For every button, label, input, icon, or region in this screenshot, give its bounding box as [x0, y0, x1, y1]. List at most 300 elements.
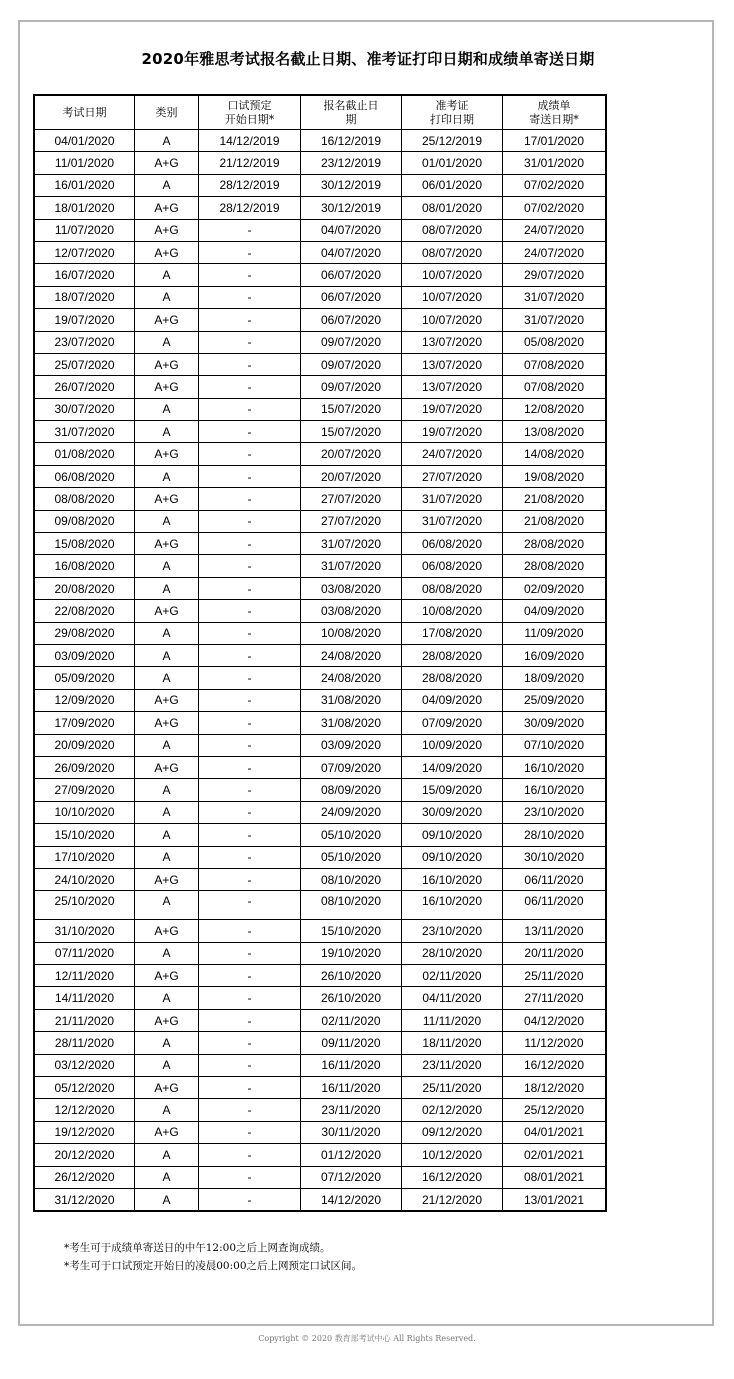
document-title: 2020年雅思考试报名截止日期、准考证打印日期和成绩单寄送日期: [141, 50, 595, 68]
table-row: [34, 1009, 606, 1031]
cell-score-report-date: 28/08/2020: [503, 533, 607, 555]
cell-registration-deadline: 06/07/2020: [301, 264, 402, 286]
cell-score-report-date: 07/02/2020: [503, 197, 607, 219]
cell-category: A: [135, 510, 199, 532]
table-row: [34, 130, 606, 152]
cell-speaking-booking-start: -: [199, 376, 301, 398]
cell-category: A: [135, 1099, 199, 1121]
cell-speaking-booking-start: -: [199, 219, 301, 241]
cell-category: A: [135, 734, 199, 756]
header-exam-date: [34, 95, 135, 130]
cell-speaking-booking-start: -: [199, 353, 301, 375]
cell-exam-date: 15/08/2020: [34, 533, 135, 555]
cell-category: A+G: [135, 712, 199, 734]
cell-registration-deadline: 24/08/2020: [301, 644, 402, 666]
table-row: [34, 1077, 606, 1099]
cell-score-report-date: 28/08/2020: [503, 555, 607, 577]
cell-admission-print-date: 09/10/2020: [402, 846, 503, 868]
cell-score-report-date: 31/07/2020: [503, 309, 607, 331]
table-header-row: [34, 95, 606, 130]
cell-speaking-booking-start: 28/12/2019: [199, 174, 301, 196]
cell-exam-date: 22/08/2020: [34, 600, 135, 622]
table-row: [34, 510, 606, 532]
cell-registration-deadline: 30/12/2019: [301, 197, 402, 219]
cell-category: A+G: [135, 353, 199, 375]
cell-score-report-date: 02/01/2021: [503, 1144, 607, 1166]
cell-exam-date: 12/09/2020: [34, 689, 135, 711]
cell-exam-date: 08/08/2020: [34, 488, 135, 510]
cell-registration-deadline: 07/09/2020: [301, 756, 402, 778]
cell-registration-deadline: 09/11/2020: [301, 1032, 402, 1054]
cell-score-report-date: 12/08/2020: [503, 398, 607, 420]
cell-score-report-date: 20/11/2020: [503, 942, 607, 964]
cell-speaking-booking-start: -: [199, 465, 301, 487]
cell-admission-print-date: 28/10/2020: [402, 942, 503, 964]
header-line: 打印日期: [430, 112, 474, 126]
cell-registration-deadline: 19/10/2020: [301, 942, 402, 964]
cell-category: A: [135, 1188, 199, 1211]
table-row: [34, 801, 606, 823]
cell-category: A+G: [135, 920, 199, 942]
table-row: [34, 398, 606, 420]
cell-exam-date: 31/12/2020: [34, 1188, 135, 1211]
cell-speaking-booking-start: -: [199, 577, 301, 599]
table-row: [34, 241, 606, 263]
cell-exam-date: 23/07/2020: [34, 331, 135, 353]
cell-admission-print-date: 31/07/2020: [402, 510, 503, 532]
table-row: [34, 942, 606, 964]
cell-category: A+G: [135, 533, 199, 555]
cell-exam-date: 11/07/2020: [34, 219, 135, 241]
cell-admission-print-date: 30/09/2020: [402, 801, 503, 823]
cell-admission-print-date: 10/07/2020: [402, 309, 503, 331]
cell-score-report-date: 24/07/2020: [503, 241, 607, 263]
cell-score-report-date: 19/08/2020: [503, 465, 607, 487]
table-body: [34, 130, 606, 1212]
cell-category: A+G: [135, 756, 199, 778]
cell-score-report-date: 31/01/2020: [503, 152, 607, 174]
cell-registration-deadline: 24/08/2020: [301, 667, 402, 689]
table-row: [34, 712, 606, 734]
cell-admission-print-date: 06/08/2020: [402, 555, 503, 577]
cell-admission-print-date: 21/12/2020: [402, 1188, 503, 1211]
header-line: 寄送日期*: [529, 112, 579, 126]
cell-score-report-date: 07/08/2020: [503, 353, 607, 375]
cell-exam-date: 11/01/2020: [34, 152, 135, 174]
cell-score-report-date: 06/11/2020: [503, 868, 607, 890]
cell-registration-deadline: 30/11/2020: [301, 1121, 402, 1143]
cell-registration-deadline: 04/07/2020: [301, 241, 402, 263]
header-line: 开始日期*: [224, 112, 275, 126]
cell-category: A: [135, 667, 199, 689]
cell-admission-print-date: 08/07/2020: [402, 241, 503, 263]
cell-registration-deadline: 05/10/2020: [301, 824, 402, 846]
header-category: [135, 95, 199, 130]
table-row: [34, 577, 606, 599]
table-row: [34, 987, 606, 1009]
cell-score-report-date: 18/12/2020: [503, 1077, 607, 1099]
table-row: [34, 756, 606, 778]
cell-speaking-booking-start: -: [199, 756, 301, 778]
cell-category: A: [135, 130, 199, 152]
table-row: [34, 1166, 606, 1188]
cell-registration-deadline: 08/10/2020: [301, 891, 402, 920]
cell-category: A: [135, 465, 199, 487]
cell-exam-date: 12/07/2020: [34, 241, 135, 263]
cell-speaking-booking-start: -: [199, 987, 301, 1009]
copyright-notice: Copyright © 2020 教育部考试中心 All Rights Reserved.: [258, 1334, 476, 1343]
cell-admission-print-date: 08/01/2020: [402, 197, 503, 219]
cell-speaking-booking-start: -: [199, 891, 301, 920]
cell-speaking-booking-start: -: [199, 309, 301, 331]
cell-exam-date: 29/08/2020: [34, 622, 135, 644]
header-admission-print-date: [402, 95, 503, 130]
cell-exam-date: 06/08/2020: [34, 465, 135, 487]
cell-category: A+G: [135, 1121, 199, 1143]
cell-exam-date: 15/10/2020: [34, 824, 135, 846]
cell-score-report-date: 21/08/2020: [503, 510, 607, 532]
cell-score-report-date: 31/07/2020: [503, 286, 607, 308]
header-line: 成绩单: [537, 98, 571, 112]
cell-category: A: [135, 846, 199, 868]
table-row: [34, 1144, 606, 1166]
cell-exam-date: 03/12/2020: [34, 1054, 135, 1076]
cell-registration-deadline: 01/12/2020: [301, 1144, 402, 1166]
cell-score-report-date: 21/08/2020: [503, 488, 607, 510]
cell-category: A+G: [135, 1009, 199, 1031]
header-line: 口试预定: [227, 98, 272, 112]
cell-exam-date: 17/09/2020: [34, 712, 135, 734]
cell-speaking-booking-start: -: [199, 510, 301, 532]
cell-score-report-date: 29/07/2020: [503, 264, 607, 286]
table-row: [34, 331, 606, 353]
cell-registration-deadline: 30/12/2019: [301, 174, 402, 196]
cell-admission-print-date: 23/10/2020: [402, 920, 503, 942]
cell-admission-print-date: 17/08/2020: [402, 622, 503, 644]
cell-admission-print-date: 06/01/2020: [402, 174, 503, 196]
cell-exam-date: 26/07/2020: [34, 376, 135, 398]
cell-admission-print-date: 04/09/2020: [402, 689, 503, 711]
cell-registration-deadline: 16/12/2019: [301, 130, 402, 152]
cell-registration-deadline: 14/12/2020: [301, 1188, 402, 1211]
cell-speaking-booking-start: -: [199, 488, 301, 510]
cell-exam-date: 18/01/2020: [34, 197, 135, 219]
cell-admission-print-date: 16/10/2020: [402, 868, 503, 890]
table-row: [34, 868, 606, 890]
cell-speaking-booking-start: -: [199, 868, 301, 890]
cell-admission-print-date: 11/11/2020: [402, 1009, 503, 1031]
header-score-report-date: [503, 95, 607, 130]
cell-speaking-booking-start: -: [199, 1032, 301, 1054]
cell-category: A+G: [135, 197, 199, 219]
cell-score-report-date: 13/01/2021: [503, 1188, 607, 1211]
cell-speaking-booking-start: -: [199, 779, 301, 801]
cell-exam-date: 31/10/2020: [34, 920, 135, 942]
cell-speaking-booking-start: -: [199, 555, 301, 577]
cell-registration-deadline: 16/11/2020: [301, 1054, 402, 1076]
table-row: [34, 734, 606, 756]
cell-exam-date: 16/01/2020: [34, 174, 135, 196]
cell-speaking-booking-start: -: [199, 1054, 301, 1076]
header-speaking-booking-start: [199, 95, 301, 130]
cell-speaking-booking-start: -: [199, 712, 301, 734]
cell-category: A: [135, 1166, 199, 1188]
cell-admission-print-date: 10/07/2020: [402, 286, 503, 308]
cell-admission-print-date: 23/11/2020: [402, 1054, 503, 1076]
cell-category: A: [135, 1054, 199, 1076]
cell-exam-date: 20/08/2020: [34, 577, 135, 599]
cell-speaking-booking-start: -: [199, 846, 301, 868]
cell-speaking-booking-start: -: [199, 421, 301, 443]
cell-speaking-booking-start: -: [199, 1121, 301, 1143]
table-row: [34, 376, 606, 398]
cell-exam-date: 27/09/2020: [34, 779, 135, 801]
cell-admission-print-date: 19/07/2020: [402, 398, 503, 420]
table-row: [34, 600, 606, 622]
table-row: [34, 152, 606, 174]
cell-exam-date: 09/08/2020: [34, 510, 135, 532]
cell-score-report-date: 23/10/2020: [503, 801, 607, 823]
cell-registration-deadline: 09/07/2020: [301, 353, 402, 375]
cell-speaking-booking-start: -: [199, 1144, 301, 1166]
table-row: [34, 846, 606, 868]
cell-category: A: [135, 801, 199, 823]
document-frame: [18, 20, 714, 1326]
cell-speaking-booking-start: -: [199, 1077, 301, 1099]
cell-admission-print-date: 16/10/2020: [402, 891, 503, 920]
cell-registration-deadline: 23/12/2019: [301, 152, 402, 174]
cell-admission-print-date: 24/07/2020: [402, 443, 503, 465]
table-row: [34, 353, 606, 375]
cell-exam-date: 07/11/2020: [34, 942, 135, 964]
cell-category: A+G: [135, 868, 199, 890]
cell-score-report-date: 27/11/2020: [503, 987, 607, 1009]
cell-exam-date: 12/12/2020: [34, 1099, 135, 1121]
cell-score-report-date: 04/12/2020: [503, 1009, 607, 1031]
cell-category: A: [135, 942, 199, 964]
cell-admission-print-date: 09/10/2020: [402, 824, 503, 846]
cell-score-report-date: 07/08/2020: [503, 376, 607, 398]
table-row: [34, 644, 606, 666]
cell-exam-date: 14/11/2020: [34, 987, 135, 1009]
cell-score-report-date: 08/01/2021: [503, 1166, 607, 1188]
cell-speaking-booking-start: -: [199, 824, 301, 846]
cell-registration-deadline: 23/11/2020: [301, 1099, 402, 1121]
cell-registration-deadline: 10/08/2020: [301, 622, 402, 644]
cell-admission-print-date: 07/09/2020: [402, 712, 503, 734]
cell-category: A: [135, 622, 199, 644]
cell-category: A: [135, 286, 199, 308]
cell-category: A+G: [135, 219, 199, 241]
cell-exam-date: 19/12/2020: [34, 1121, 135, 1143]
table-row: [34, 197, 606, 219]
cell-speaking-booking-start: -: [199, 600, 301, 622]
cell-registration-deadline: 15/07/2020: [301, 398, 402, 420]
cell-admission-print-date: 14/09/2020: [402, 756, 503, 778]
cell-registration-deadline: 08/09/2020: [301, 779, 402, 801]
cell-speaking-booking-start: 21/12/2019: [199, 152, 301, 174]
cell-exam-date: 05/12/2020: [34, 1077, 135, 1099]
cell-score-report-date: 06/11/2020: [503, 891, 607, 920]
cell-speaking-booking-start: -: [199, 622, 301, 644]
table-row: [34, 1099, 606, 1121]
cell-exam-date: 25/07/2020: [34, 353, 135, 375]
cell-category: A: [135, 555, 199, 577]
cell-admission-print-date: 08/07/2020: [402, 219, 503, 241]
cell-admission-print-date: 06/08/2020: [402, 533, 503, 555]
cell-category: A: [135, 987, 199, 1009]
cell-category: A+G: [135, 488, 199, 510]
cell-registration-deadline: 16/11/2020: [301, 1077, 402, 1099]
cell-speaking-booking-start: -: [199, 1099, 301, 1121]
cell-score-report-date: 11/12/2020: [503, 1032, 607, 1054]
cell-registration-deadline: 26/10/2020: [301, 965, 402, 987]
cell-speaking-booking-start: -: [199, 644, 301, 666]
cell-admission-print-date: 10/08/2020: [402, 600, 503, 622]
cell-exam-date: 04/01/2020: [34, 130, 135, 152]
cell-registration-deadline: 02/11/2020: [301, 1009, 402, 1031]
table-row: [34, 824, 606, 846]
table-row: [34, 309, 606, 331]
cell-admission-print-date: 13/07/2020: [402, 376, 503, 398]
cell-exam-date: 25/10/2020: [34, 891, 135, 920]
cell-category: A: [135, 644, 199, 666]
cell-registration-deadline: 31/07/2020: [301, 533, 402, 555]
cell-category: A: [135, 1144, 199, 1166]
cell-exam-date: 03/09/2020: [34, 644, 135, 666]
table-row: [34, 1188, 606, 1211]
footnote-speaking-booking: *考生可于口试预定开始日的凌晨00:00之后上网预定口试区间。: [64, 1260, 363, 1272]
cell-exam-date: 18/07/2020: [34, 286, 135, 308]
cell-registration-deadline: 31/07/2020: [301, 555, 402, 577]
cell-registration-deadline: 27/07/2020: [301, 510, 402, 532]
cell-registration-deadline: 27/07/2020: [301, 488, 402, 510]
cell-category: A: [135, 824, 199, 846]
header-line: 期: [345, 112, 357, 126]
cell-registration-deadline: 06/07/2020: [301, 286, 402, 308]
cell-exam-date: 24/10/2020: [34, 868, 135, 890]
cell-speaking-booking-start: -: [199, 443, 301, 465]
cell-registration-deadline: 06/07/2020: [301, 309, 402, 331]
cell-score-report-date: 04/01/2021: [503, 1121, 607, 1143]
cell-admission-print-date: 13/07/2020: [402, 353, 503, 375]
cell-category: A+G: [135, 965, 199, 987]
cell-registration-deadline: 26/10/2020: [301, 987, 402, 1009]
cell-exam-date: 05/09/2020: [34, 667, 135, 689]
cell-admission-print-date: 13/07/2020: [402, 331, 503, 353]
table-row: [34, 891, 606, 920]
cell-score-report-date: 16/10/2020: [503, 779, 607, 801]
cell-admission-print-date: 09/12/2020: [402, 1121, 503, 1143]
cell-category: A: [135, 264, 199, 286]
cell-category: A: [135, 398, 199, 420]
cell-score-report-date: 16/12/2020: [503, 1054, 607, 1076]
cell-score-report-date: 25/11/2020: [503, 965, 607, 987]
cell-exam-date: 28/11/2020: [34, 1032, 135, 1054]
table-row: [34, 920, 606, 942]
cell-registration-deadline: 15/07/2020: [301, 421, 402, 443]
table-row: [34, 555, 606, 577]
cell-score-report-date: 25/09/2020: [503, 689, 607, 711]
cell-category: A: [135, 779, 199, 801]
cell-registration-deadline: 20/07/2020: [301, 443, 402, 465]
table-row: [34, 965, 606, 987]
cell-registration-deadline: 09/07/2020: [301, 376, 402, 398]
cell-speaking-booking-start: -: [199, 241, 301, 263]
table-row: [34, 286, 606, 308]
cell-admission-print-date: 18/11/2020: [402, 1032, 503, 1054]
table-row: [34, 264, 606, 286]
cell-score-report-date: 16/10/2020: [503, 756, 607, 778]
cell-registration-deadline: 24/09/2020: [301, 801, 402, 823]
cell-speaking-booking-start: -: [199, 965, 301, 987]
cell-score-report-date: 28/10/2020: [503, 824, 607, 846]
table-row: [34, 779, 606, 801]
footnote-score-release: *考生可于成绩单寄送日的中午12:00之后上网查询成绩。: [64, 1242, 331, 1254]
cell-category: A+G: [135, 600, 199, 622]
cell-registration-deadline: 03/08/2020: [301, 600, 402, 622]
cell-admission-print-date: 25/11/2020: [402, 1077, 503, 1099]
cell-score-report-date: 07/10/2020: [503, 734, 607, 756]
cell-admission-print-date: 02/12/2020: [402, 1099, 503, 1121]
cell-score-report-date: 13/11/2020: [503, 920, 607, 942]
cell-registration-deadline: 08/10/2020: [301, 868, 402, 890]
header-line: 报名截止日: [323, 98, 379, 112]
cell-score-report-date: 18/09/2020: [503, 667, 607, 689]
cell-score-report-date: 04/09/2020: [503, 600, 607, 622]
cell-category: A: [135, 891, 199, 920]
cell-registration-deadline: 03/09/2020: [301, 734, 402, 756]
table-row: [34, 219, 606, 241]
cell-registration-deadline: 07/12/2020: [301, 1166, 402, 1188]
table-row: [34, 1032, 606, 1054]
cell-exam-date: 31/07/2020: [34, 421, 135, 443]
cell-speaking-booking-start: -: [199, 398, 301, 420]
cell-admission-print-date: 25/12/2019: [402, 130, 503, 152]
cell-registration-deadline: 31/08/2020: [301, 689, 402, 711]
cell-admission-print-date: 04/11/2020: [402, 987, 503, 1009]
cell-category: A: [135, 331, 199, 353]
table-row: [34, 622, 606, 644]
cell-score-report-date: 07/02/2020: [503, 174, 607, 196]
cell-speaking-booking-start: 28/12/2019: [199, 197, 301, 219]
cell-category: A+G: [135, 443, 199, 465]
cell-score-report-date: 30/09/2020: [503, 712, 607, 734]
cell-registration-deadline: 05/10/2020: [301, 846, 402, 868]
cell-speaking-booking-start: -: [199, 1009, 301, 1031]
table-row: [34, 1054, 606, 1076]
cell-admission-print-date: 31/07/2020: [402, 488, 503, 510]
cell-score-report-date: 11/09/2020: [503, 622, 607, 644]
cell-category: A+G: [135, 689, 199, 711]
cell-category: A+G: [135, 309, 199, 331]
header-registration-deadline: [301, 95, 402, 130]
cell-registration-deadline: 20/07/2020: [301, 465, 402, 487]
cell-score-report-date: 02/09/2020: [503, 577, 607, 599]
cell-speaking-booking-start: -: [199, 689, 301, 711]
cell-exam-date: 19/07/2020: [34, 309, 135, 331]
cell-admission-print-date: 01/01/2020: [402, 152, 503, 174]
cell-speaking-booking-start: -: [199, 1166, 301, 1188]
cell-score-report-date: 24/07/2020: [503, 219, 607, 241]
cell-category: A+G: [135, 241, 199, 263]
footnotes: [64, 1239, 362, 1275]
cell-admission-print-date: 28/08/2020: [402, 644, 503, 666]
header-line: 准考证: [435, 98, 469, 112]
cell-score-report-date: 14/08/2020: [503, 443, 607, 465]
cell-category: A: [135, 174, 199, 196]
cell-category: A: [135, 1032, 199, 1054]
